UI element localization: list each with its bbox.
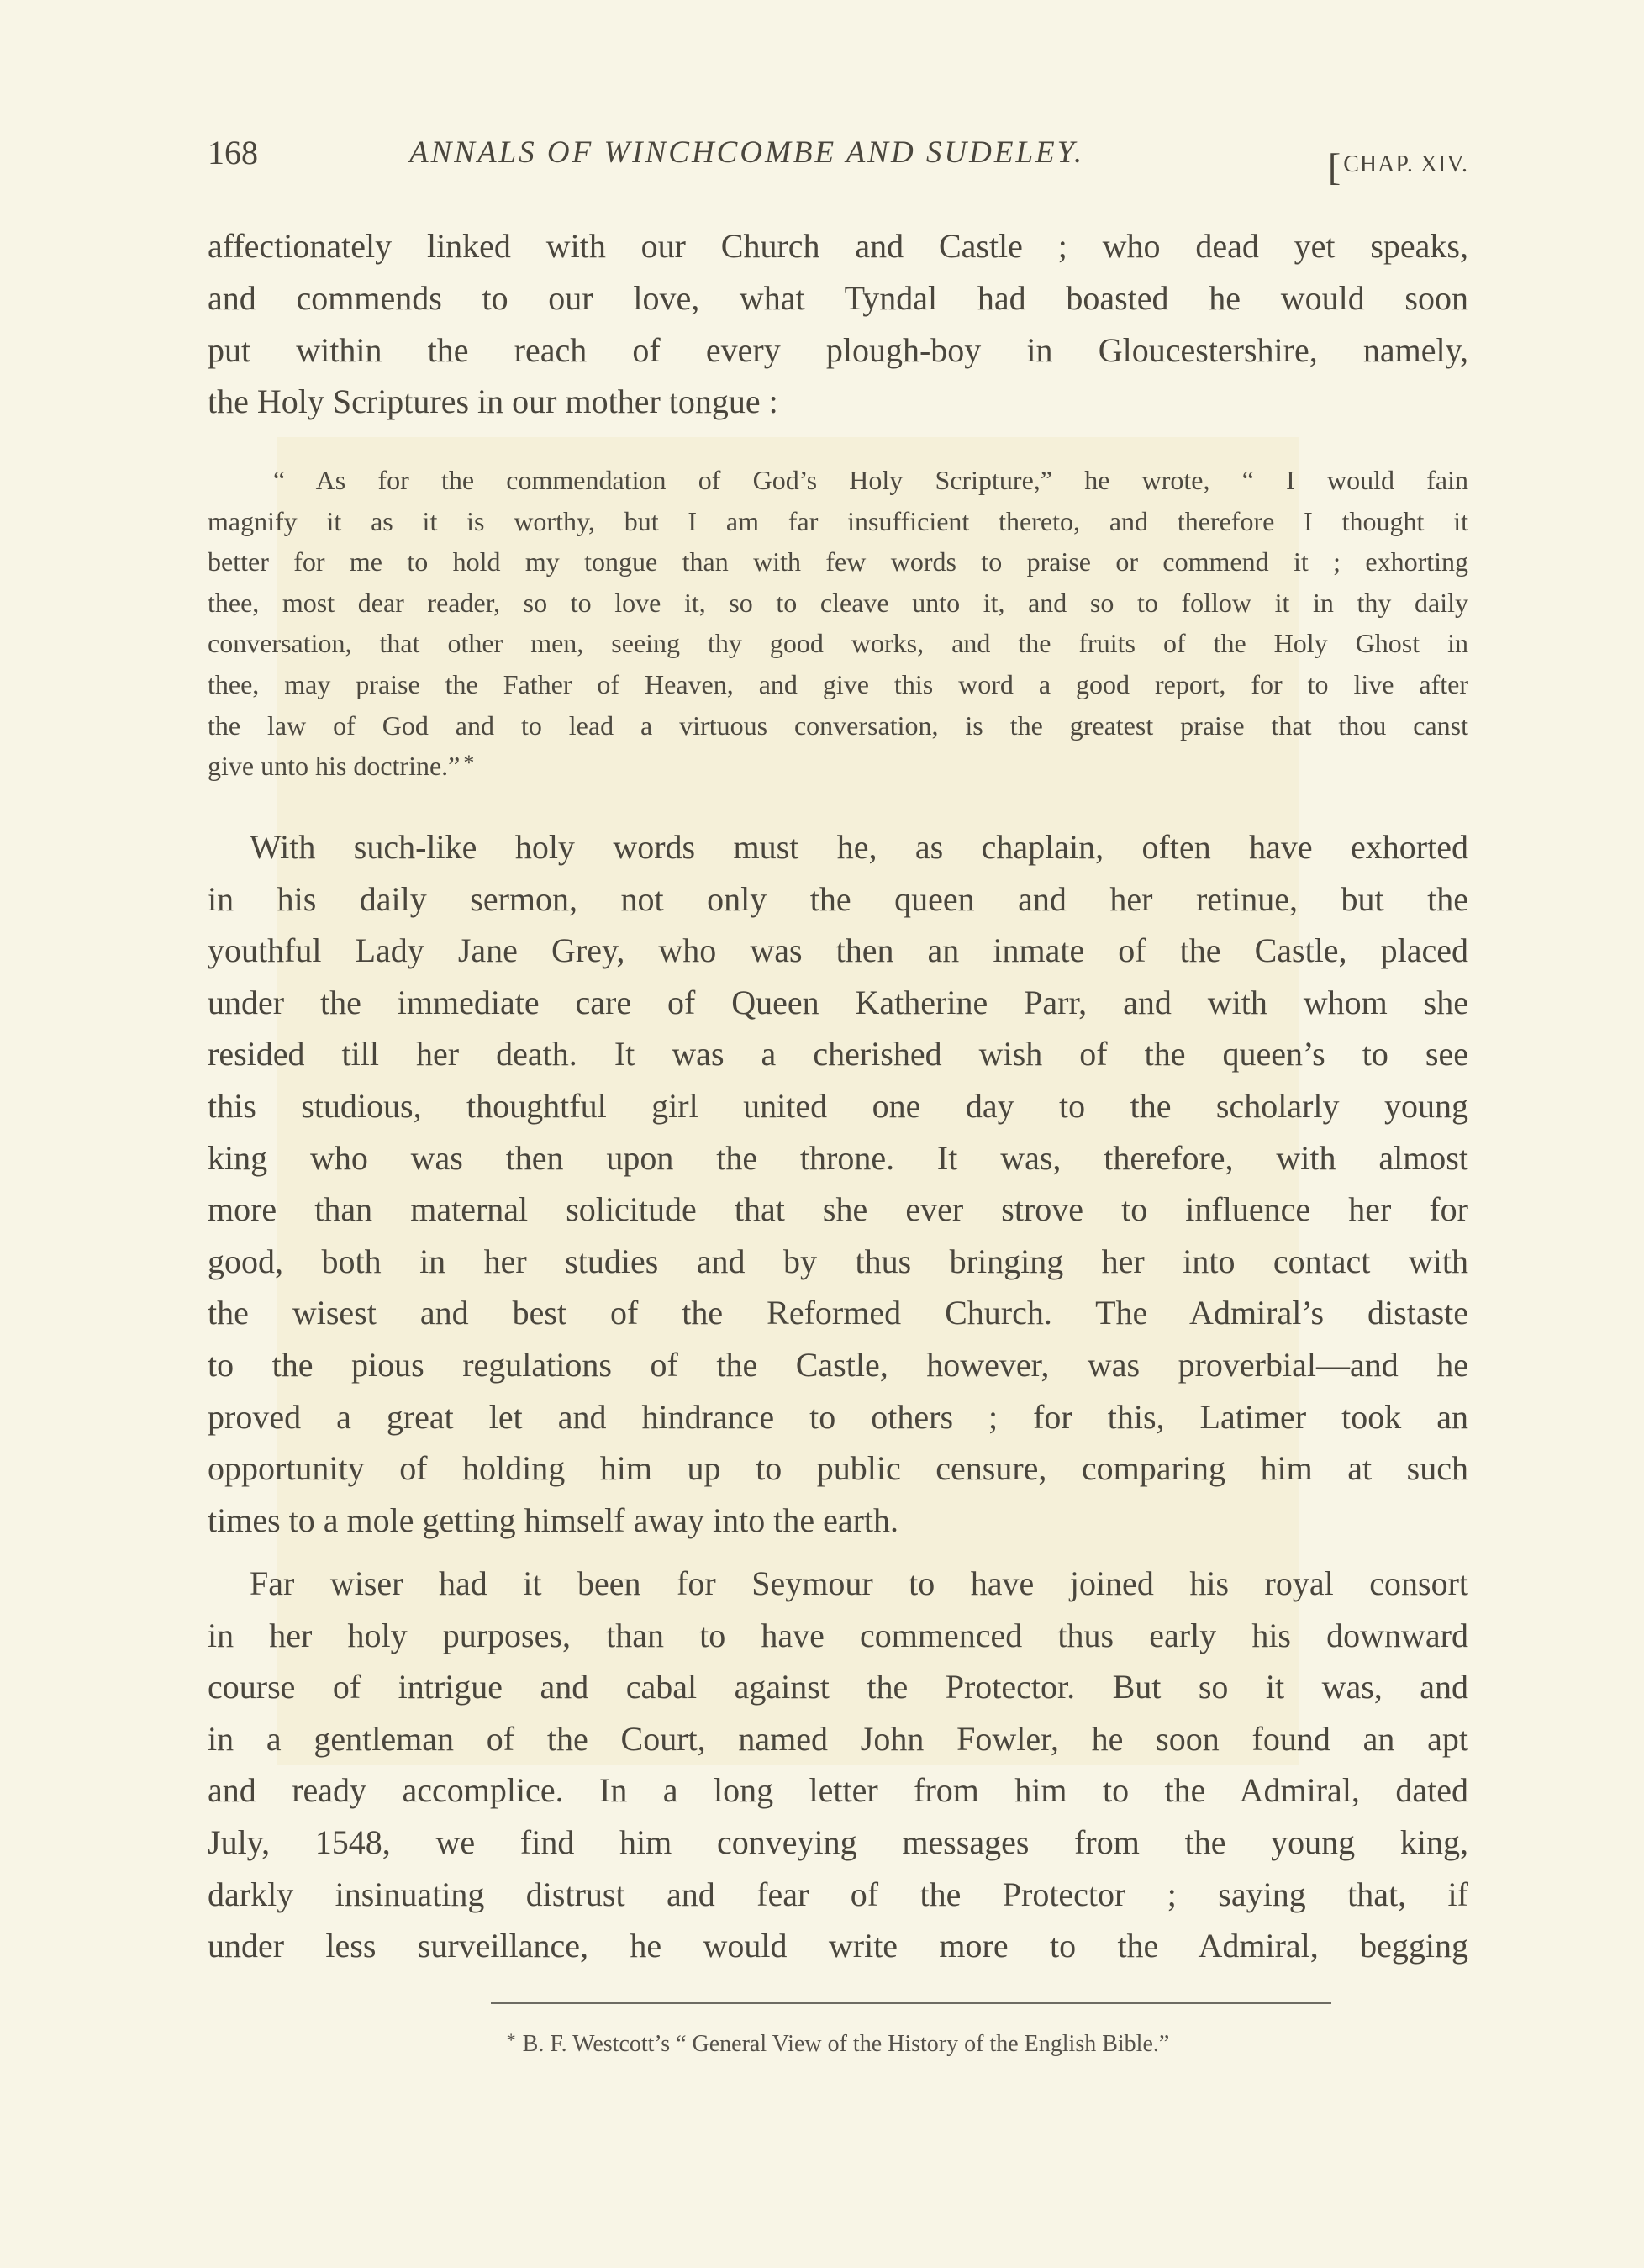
- text-line: under less surveillance, he would write more to the Admiral, begging: [208, 1927, 1468, 1965]
- text-line: in a gentleman of the Court, named John Fowler, he soon found an apt: [208, 1719, 1468, 1758]
- text-line: more than maternal solicitude that she ever strove to influence her for: [208, 1190, 1468, 1229]
- footnote-reference[interactable]: *: [463, 751, 475, 776]
- text-line: affectionately linked with our Church and Castle ; who dead yet speaks,: [208, 227, 1468, 265]
- quote-line: better for me to hold my tongue than with few words to praise or commend it ; exhorting: [208, 546, 1468, 578]
- footnote-divider: [491, 2002, 1331, 2004]
- block-quote: [208, 460, 1468, 787]
- text-line: resided till her death. It was a cherished wish of the queen’s to see: [208, 1035, 1468, 1073]
- text-line: youthful Lady Jane Grey, who was then an inmate of the Castle, placed: [208, 931, 1468, 970]
- text-line: July, 1548, we find him conveying messages from the young king,: [208, 1822, 1468, 1861]
- text-line: king who was then upon the throne. It was, therefore, with almost: [208, 1138, 1468, 1177]
- paragraph-2: [208, 821, 1468, 1546]
- text-line: and commends to our love, what Tyndal had boasted he would soon: [208, 278, 1468, 317]
- running-head: [208, 133, 1468, 188]
- text-line: times to a mole getting himself away into the earth.: [208, 1501, 899, 1539]
- quote-line: thee, may praise the Father of Heaven, and give this word a good report, for to live after: [208, 668, 1468, 699]
- chapter-number: CHAP. XIV.: [1343, 151, 1468, 177]
- text-line: good, both in her studies and by thus bringing her into contact with: [208, 1242, 1468, 1280]
- quote-line: “ As for the commendation of God’s Holy Scripture,” he wrote, “ I would fain: [273, 465, 1468, 495]
- text-line: With such-like holy words must he, as chaplain, often have exhorted: [250, 828, 1468, 866]
- footnote-text: B. F. Westcott’s “ General View of the History of the English Bible.”: [522, 2031, 1170, 2057]
- footnote: [208, 2031, 1468, 2058]
- quote-line: conversation, that other men, seeing thy good works, and the fruits of the Holy Ghost in: [208, 628, 1468, 659]
- chapter-bracket: [: [1327, 145, 1342, 188]
- quote-line: the law of God and to lead a virtuous conversation, is the greatest praise that thou canst: [208, 709, 1468, 741]
- paragraph-3: [208, 1558, 1468, 1972]
- quote-line: magnify it as it is worthy, but I am far insufficient thereto, and therefore I thought it: [208, 505, 1468, 536]
- text-line: proved a great let and hindrance to others ; for this, Latimer took an: [208, 1397, 1468, 1436]
- text-line: the wisest and best of the Reformed Church. The Admiral’s distaste: [208, 1294, 1468, 1332]
- text-line: and ready accomplice. In a long letter from him to the Admiral, dated: [208, 1771, 1468, 1810]
- text-line: in her holy purposes, than to have commenced thus early his downward: [208, 1616, 1468, 1654]
- text-line: Far wiser had it been for Seymour to have joined his royal consort: [250, 1564, 1468, 1602]
- quote-line: thee, most dear reader, so to love it, so to cleave unto it, and so to follow it in thy daily: [208, 587, 1468, 618]
- text-line: put within the reach of every plough-boy in Gloucestershire, namely,: [208, 330, 1468, 369]
- page-number: 168: [208, 134, 258, 171]
- text-line: opportunity of holding him up to public censure, comparing him at such: [208, 1449, 1468, 1488]
- text-line: under the immediate care of Queen Katherine Parr, and with whom she: [208, 983, 1468, 1021]
- text-line: to the pious regulations of the Castle, however, was proverbial—and he: [208, 1345, 1468, 1384]
- footnote-mark: *: [506, 2029, 516, 2050]
- text-line: in his daily sermon, not only the queen and her retinue, but the: [208, 879, 1468, 918]
- text-line: course of intrigue and cabal against the Protector. But so it was, and: [208, 1668, 1468, 1706]
- text-line: this studious, thoughtful girl united one day to the scholarly young: [208, 1086, 1468, 1125]
- paragraph-1: [208, 220, 1468, 428]
- chapter-label: [1327, 136, 1468, 188]
- text-line: darkly insinuating distrust and fear of the Protector ; saying that, if: [208, 1875, 1468, 1913]
- quote-line-text: give unto his doctrine.”: [208, 751, 461, 782]
- book-title: ANNALS OF WINCHCOMBE AND SUDELEY.: [409, 135, 1085, 170]
- text-line: the Holy Scriptures in our mother tongue :: [208, 382, 778, 421]
- quote-line-last: [208, 746, 1468, 787]
